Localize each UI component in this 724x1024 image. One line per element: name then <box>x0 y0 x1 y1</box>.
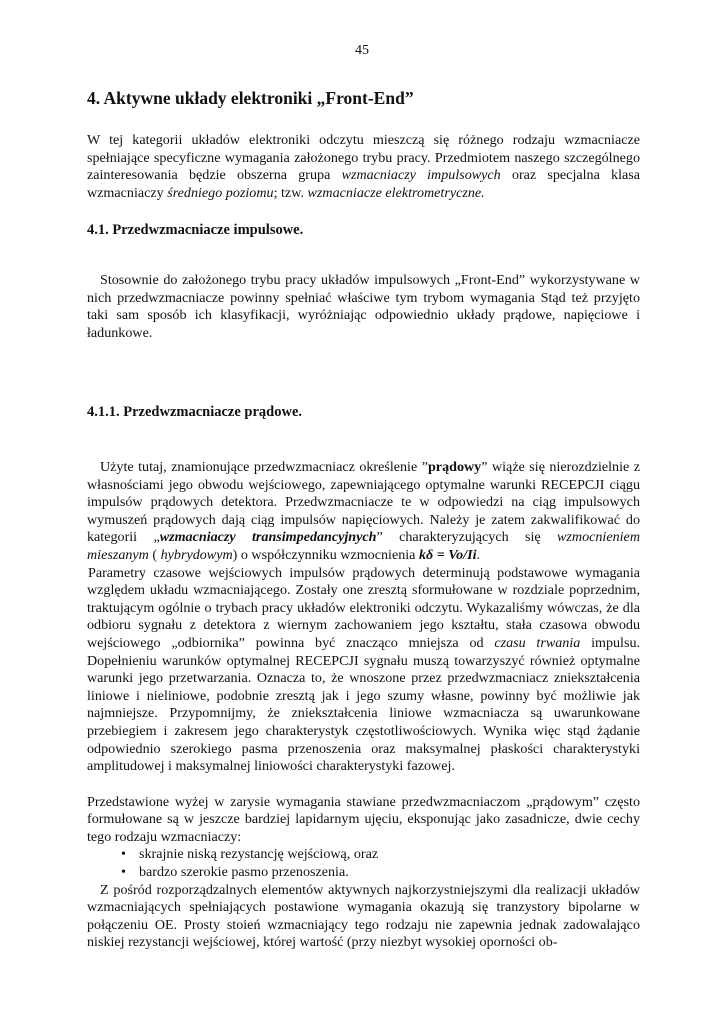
section-4-1-1-body <box>87 459 640 952</box>
page-number: 45 <box>355 43 369 58</box>
section-4-1-1-heading: 4.1.1. Przedwzmacniacze prądowe. <box>87 404 303 420</box>
paragraph-pradowy: Użyte tutaj, znamionujące przedwzmacniacz określenie ”prądowy” wiąże się nierozdzielnie z własnościami jego obwodu wejściowego, zapewniającego optymalne warunki RECEPCJI ciągu impulsów prądowych detektora. Przedwzmacniacze te w odpowiedzi na ciąg impulsowych wymuszeń prądowych dają ciąg impulsów napięciowych. Należy je zatem zakwalifikować do kategorii „wzmacniaczy transimpedancyjnych” charakteryzujących się wzmocnieniem mieszanym ( hybrydowym) o współczynniku wzmocnienia kδ = Vo/Ii. <box>87 459 640 563</box>
paragraph-przedstawione: Przedstawione wyżej w zarysie wymagania stawiane przedwzmacniaczom „prądowym” często formułowane są w jeszcze bardziej lapidarnym ujęciu, eksponując jako zasadnicze, dwie cechy tego rodzaju wzmacniaczy: <box>87 793 640 845</box>
intro-paragraph: W tej kategorii układów elektroniki odczytu mieszczą się różnego rodzaju wzmacniacze spełniające specyficzne wymagania założonego trybu pracy. Przedmiotem naszego szczególnego zainteresowania będzie obszerna grupa wzmacniaczy impulsowych oraz specjalna klasa wzmacniaczy średniego poziomu; tzw. wzmacniacze elektrometryczne. <box>87 132 640 201</box>
section-4-1-paragraph: Stosownie do założonego trybu pracy układów impulsowych „Front-End” wykorzystywane w nich przedwzmacniacze powinny spełniać właściwe tym trybom wymagania Stąd też przyjęto taki sam sposób ich klasyfikacji, wyróżniając odpowiednio układy prądowe, napięciowe i ładunkowe. <box>87 272 640 341</box>
section-4-1-heading: 4.1. Przedwzmacniacze impulsowe. <box>87 222 304 238</box>
chapter-title: 4. Aktywne układy elektroniki „Front-End” <box>87 88 414 108</box>
paragraph-tranzystory: Z pośród rozporządzalnych elementów aktywnych najkorzystniejszymi dla realizacji układów wzmacniających spełniających postawione wymagania okazują się tranzystory bipolarne w połączeniu OE. Prosty stoień wzmacniający tego rodzaju nie zapewnia jednak zadowalająco niskiej rezystancji wejściowej, której wartość (przy niezbyt wysokiej oporności ob- <box>87 881 640 951</box>
requirements-list <box>87 846 640 881</box>
list-item: • skrajnie niską rezystancję wejściową, oraz <box>87 846 640 864</box>
paragraph-parametry: Parametry czasowe wejściowych impulsów prądowych determinują podstawowe wymagania względem układu wzmacniającego. Zostały one zresztą sformułowane w rozdziale poprzednim, traktującym ogólnie o trybach pracy układów elektroniki odczytu. Wykazaliśmy wówczas, że dla odbioru sygnału z detektora z wiernym zachowaniem jego kształtu, stała czasowa obwodu wejściowego „odbiornika” powinna być znacząco mniejsza od czasu trwania impulsu. Dopełnieniu warunków optymalnej RECEPCJI sygnału muszą towarzyszyć również optymalne warunki jego przetwarzania. Oznacza to, że wnoszone przez przedwzmacniacz zniekształcenia liniowe i nieliniowe, podobnie zresztą jak i jego szumy własne, powinny być możliwie jak najmniejsze. Przypomnijmy, że zniekształcenia liniowe wzmacniacza są uwarunkowane przebiegiem i zakresem jego charakterystyk częstotliwościowych. Wynika więc stąd żądanie odpowiednio szerokiego pasma przenoszenia oraz maksymalnej płaskości charakterystyki amplitudowej i maksymalnej liniowości charakterystyki fazowej. <box>87 564 641 775</box>
gain-formula: kδ = Vo/Ii <box>418 546 477 563</box>
list-item: • bardzo szerokie pasmo przenoszenia. <box>87 864 640 882</box>
